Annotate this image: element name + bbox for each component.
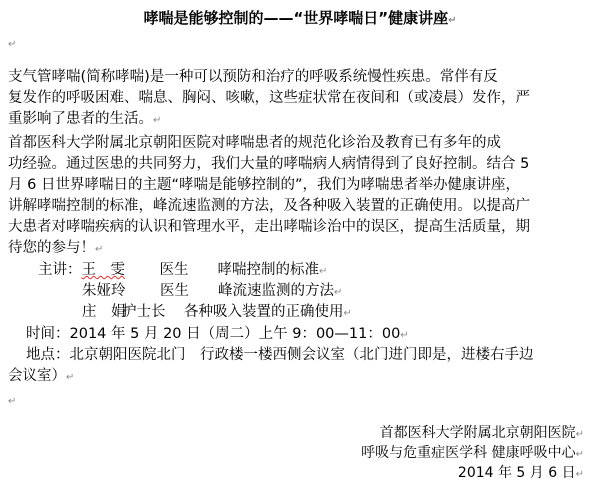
place-value: 北京朝阳医院北门 行政楼一楼西侧会议室（北门进门即是，进楼右手边 xyxy=(69,347,534,363)
paragraph-mark-icon: ↵ xyxy=(575,449,584,460)
speaker-row-1 xyxy=(38,260,594,282)
signature-org xyxy=(380,423,584,445)
time-value: 2014 年 5 月 20 日（周二）上午 9：00—11：00 xyxy=(69,326,401,342)
speaker-row-3 xyxy=(82,302,594,324)
place-label: 地点： xyxy=(26,347,70,363)
speaker-title: 医生 xyxy=(160,283,189,299)
paragraph-mark-icon: ↵ xyxy=(343,308,352,319)
place-row xyxy=(26,345,594,366)
paragraph-mark-icon: ↵ xyxy=(153,115,162,126)
speaker-name: 庄 娟 xyxy=(82,304,126,320)
speakers-label: 主讲： xyxy=(38,262,82,278)
place-value-cont: 会议室） xyxy=(8,368,66,384)
paragraph-mark-icon: ↵ xyxy=(66,372,75,383)
speaker-name: 朱娅玲 xyxy=(82,283,126,299)
speaker-topic: 各种吸入装置的正确使用 xyxy=(184,304,344,320)
text: 支气管哮喘(简称哮喘)是一种可以预防和治疗的呼吸系统慢性疾患。常伴有反 xyxy=(8,69,498,85)
para1-line-2 xyxy=(8,88,594,109)
para2-line-6 xyxy=(8,238,594,260)
text: 首都医科大学附属北京朝阳医院 xyxy=(379,425,576,441)
text: 大患者对哮喘疾病的认识和管理水平，走出哮喘诊治中的误区，提高生活质量，期 xyxy=(8,219,530,235)
para2-line-2 xyxy=(8,154,594,175)
text: 待您的参与！ xyxy=(8,240,95,256)
para2-line-5 xyxy=(8,217,594,238)
title-text: 哮喘是能够控制的——“世界哮喘日”健康讲座 xyxy=(143,9,449,27)
paragraph-mark-icon: ↵ xyxy=(575,429,584,440)
paragraph-mark-icon: ↵ xyxy=(95,244,104,255)
para1-line-3 xyxy=(8,109,594,131)
para1-line-1 xyxy=(8,67,594,88)
speaker-topic: 峰流速监测的方法 xyxy=(218,283,334,299)
paragraph-mark-icon: ↵ xyxy=(334,287,343,298)
speaker-topic: 哮喘控制的标准 xyxy=(217,262,319,278)
para2-line-4 xyxy=(8,196,594,217)
para2-line-1 xyxy=(8,133,594,154)
place-row-cont xyxy=(8,366,594,388)
text: 月 6 日世界哮喘日的主题“哮喘是能够控制的”，我们为哮喘患者举办健康讲座， xyxy=(8,177,520,193)
text: 功经验。通过医患的共同努力，我们大量的哮喘病人病情得到了良好控制。结合 5 xyxy=(8,156,530,172)
time-row xyxy=(26,324,594,346)
para2-line-3 xyxy=(8,175,594,196)
text: 讲解哮喘控制的标准，峰流速监测的方法，及各种吸入装置的正确使用。以提高广 xyxy=(8,198,530,214)
paragraph-mark-icon: ↵ xyxy=(448,15,457,26)
text: 复发作的呼吸困难、喘息、胸闷、咳嗽，这些症状常在夜间和（或凌晨）发作，严 xyxy=(8,90,530,106)
speaker-title: 护士长 xyxy=(122,304,166,320)
speaker-row-2 xyxy=(82,281,594,303)
empty-paragraph xyxy=(8,390,594,412)
text: 2014 年 5 月 6 日 xyxy=(457,465,576,481)
paragraph-mark-icon: ↵ xyxy=(575,469,584,480)
paragraph-mark-icon: ↵ xyxy=(8,396,17,407)
time-label: 时间： xyxy=(26,326,70,342)
signature-date xyxy=(458,463,584,485)
text: 呼吸与危重症医学科 健康呼吸中心 xyxy=(361,445,576,461)
text: 重影响了患者的生活。 xyxy=(8,111,153,127)
text: 首都医科大学附属北京朝阳医院对哮喘患者的规范化诊治及教育已有多年的成 xyxy=(8,135,501,151)
speaker-title: 医生 xyxy=(159,262,189,278)
signature-dept xyxy=(361,443,584,465)
paragraph-mark-icon: ↵ xyxy=(8,39,17,50)
paragraph-mark-icon: ↵ xyxy=(400,330,409,341)
speaker-name: 王 雯 xyxy=(81,262,125,278)
empty-paragraph xyxy=(8,33,594,55)
paragraph-mark-icon: ↵ xyxy=(319,266,328,277)
document-title xyxy=(0,7,600,32)
